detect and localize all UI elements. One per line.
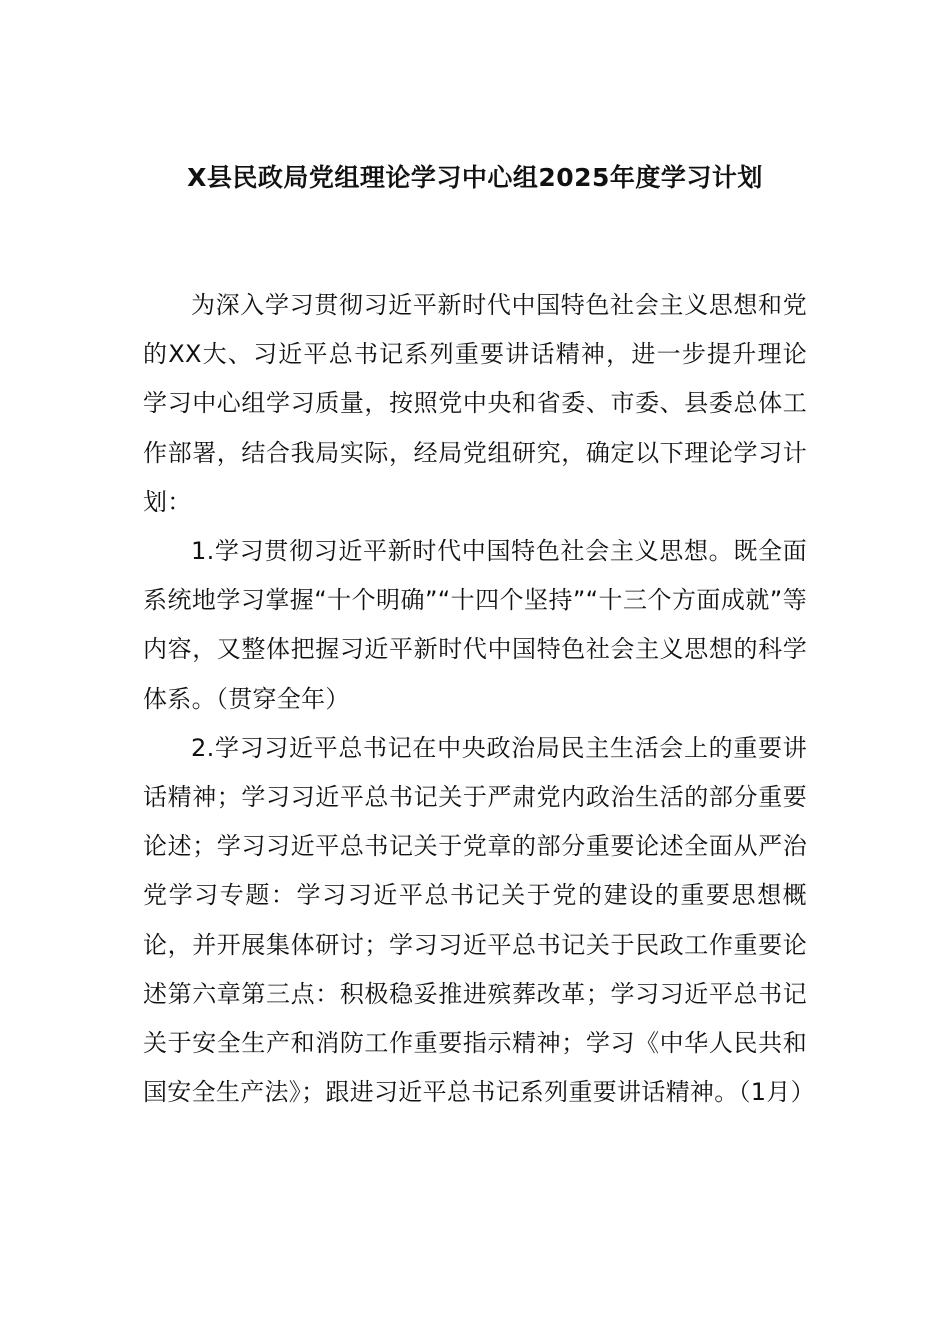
document-title: X县民政局党组理论学习中心组2025年度学习计划	[187, 163, 763, 192]
document-body	[143, 281, 815, 1117]
paragraph-intro: 为深入学习贯彻习近平新时代中国特色社会主义思想和党的XX大、习近平总书记系列重要讲话精神，进一步提升理论学习中心组学习质量，按照党中央和省委、市委、县委总体工作部署，结合我局实际，经局党组研究，确定以下理论学习计划：	[143, 291, 807, 516]
paragraph-item-1: 1.学习贯彻习近平新时代中国特色社会主义思想。既全面系统地学习掌握“十个明确”“十四个坚持”“十三个方面成就”等内容，又整体把握习近平新时代中国特色社会主义思想的科学体系。（贯穿全年）	[143, 537, 807, 713]
paragraph-item-2: 2.学习习近平总书记在中央政治局民主生活会上的重要讲话精神；学习习近平总书记关于严肃党内政治生活的部分重要论述；学习习近平总书记关于党章的部分重要论述全面从严治党学习专题：学习习近平总书记关于党的建设的重要思想概论，并开展集体研讨；学习习近平总书记关于民政工作重要论述第六章第三点：积极稳妥推进殡葬改革；学习习近平总书记关于安全生产和消防工作重要指示精神；学习《中华人民共和国安全生产法》；跟进习近平总书记系列重要讲话精神。（1月）	[143, 733, 815, 1107]
